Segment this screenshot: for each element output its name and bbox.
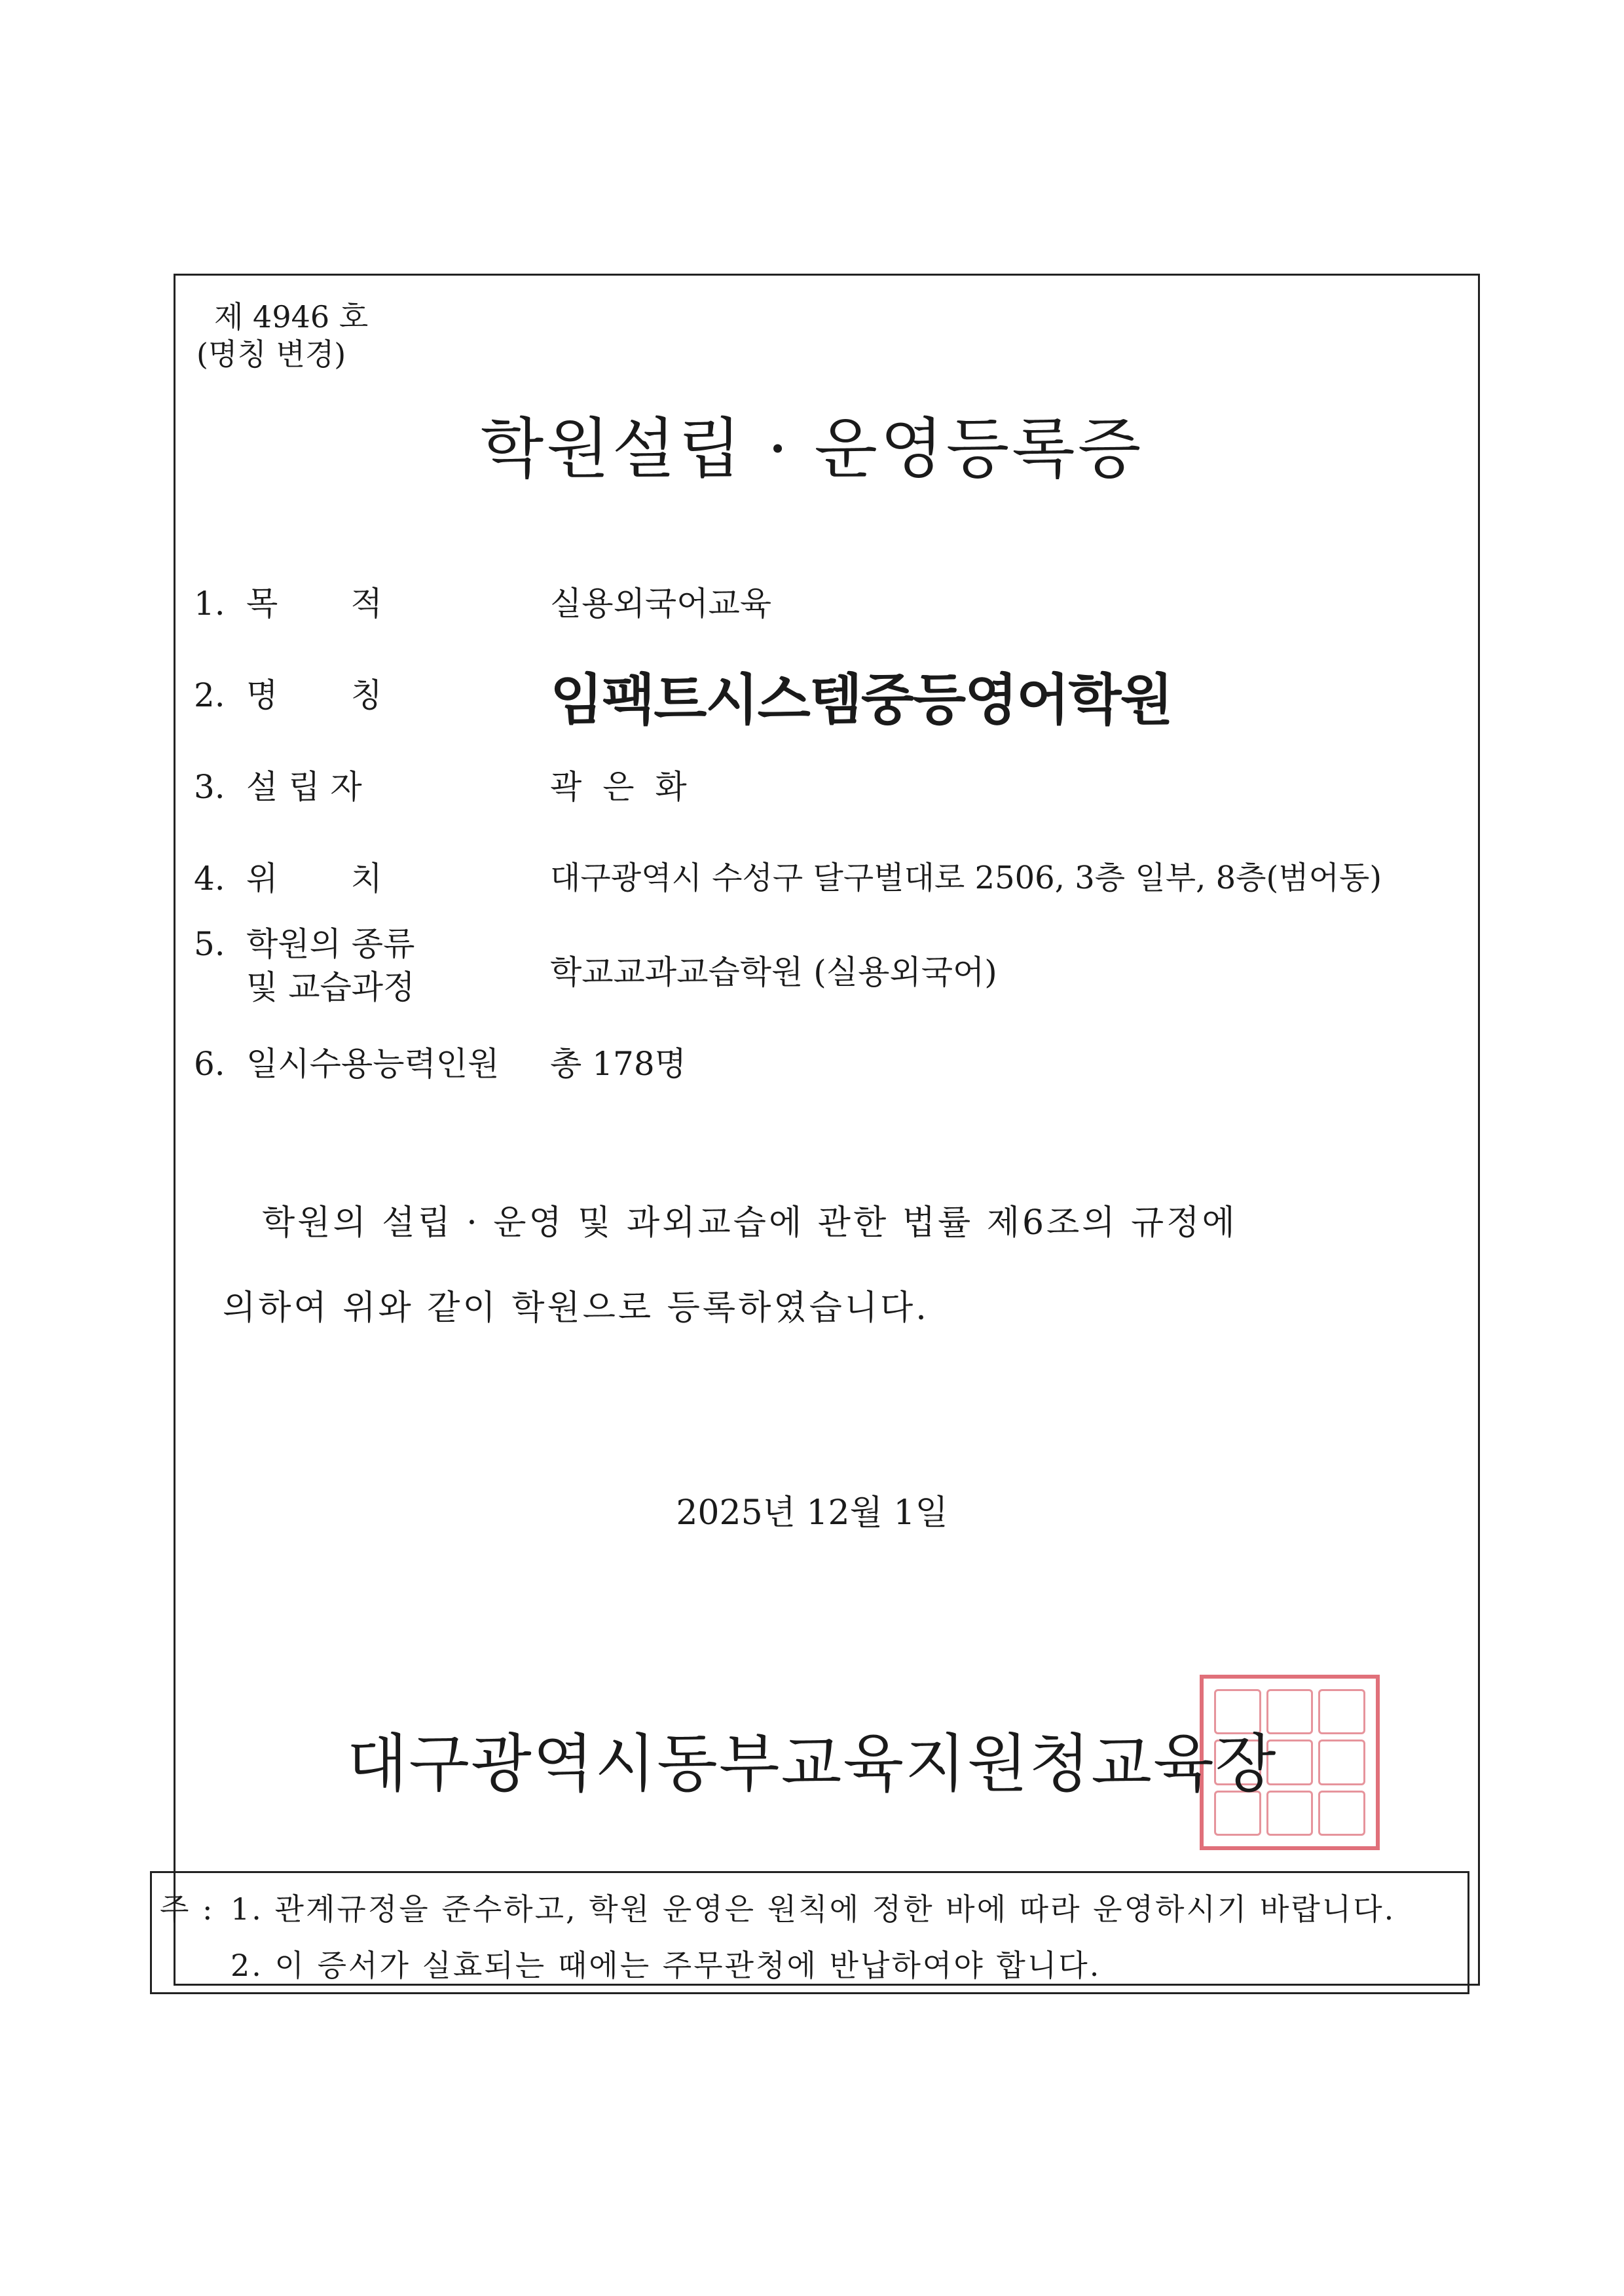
field-location-label: 4. 위 치 xyxy=(194,860,382,898)
field-purpose-label: 1. 목 적 xyxy=(194,585,382,623)
field-founder-label: 3. 설 립 자 xyxy=(194,768,362,806)
field-type-value: 학교교과교습학원 (실용외국어) xyxy=(550,953,997,991)
field-name-value: 임팩트시스템중등영어학원 xyxy=(550,668,1172,732)
note-item-2: 2. 이 증서가 실효되는 때에는 주무관청에 반납하여야 합니다. xyxy=(231,1948,1101,1983)
field-purpose-value: 실용외국어교육 xyxy=(550,585,772,623)
field-type-label-line2: 및 교습과정 xyxy=(246,968,415,1006)
field-capacity-value: 총 178명 xyxy=(550,1045,686,1083)
issuer-name: 대구광역시동부교육지원청교육장 xyxy=(346,1727,1278,1800)
notes-box xyxy=(150,1871,1469,1994)
statement-line-2: 의하여 위와 같이 학원으로 등록하였습니다. xyxy=(223,1288,929,1328)
field-capacity-label: 6. 일시수용능력인원 xyxy=(194,1045,500,1083)
statement-line-1: 학원의 설립 · 운영 및 과외교습에 관한 법률 제6조의 규정에 xyxy=(262,1203,1238,1243)
document-number: 제 4946 호 xyxy=(214,299,369,335)
notes-prefix: 주 : xyxy=(160,1891,215,1927)
note-item-1: 1. 관계규정을 준수하고, 학원 운영은 원칙에 정한 바에 따라 운영하시기 바랍니다. xyxy=(231,1891,1396,1927)
field-location-value: 대구광역시 수성구 달구벌대로 2506, 3층 일부, 8층(범어동) xyxy=(550,860,1382,896)
field-type-label: 5. 학원의 종류 xyxy=(194,925,415,963)
certificate-title: 학원설립 · 운영등록증 xyxy=(480,410,1144,487)
document-note: (명칭 변경) xyxy=(196,337,346,372)
field-founder-value: 곽 은 화 xyxy=(550,768,692,806)
field-name-label: 2. 명 칭 xyxy=(194,676,382,714)
issue-date: 2025년 12월 1일 xyxy=(676,1493,948,1533)
